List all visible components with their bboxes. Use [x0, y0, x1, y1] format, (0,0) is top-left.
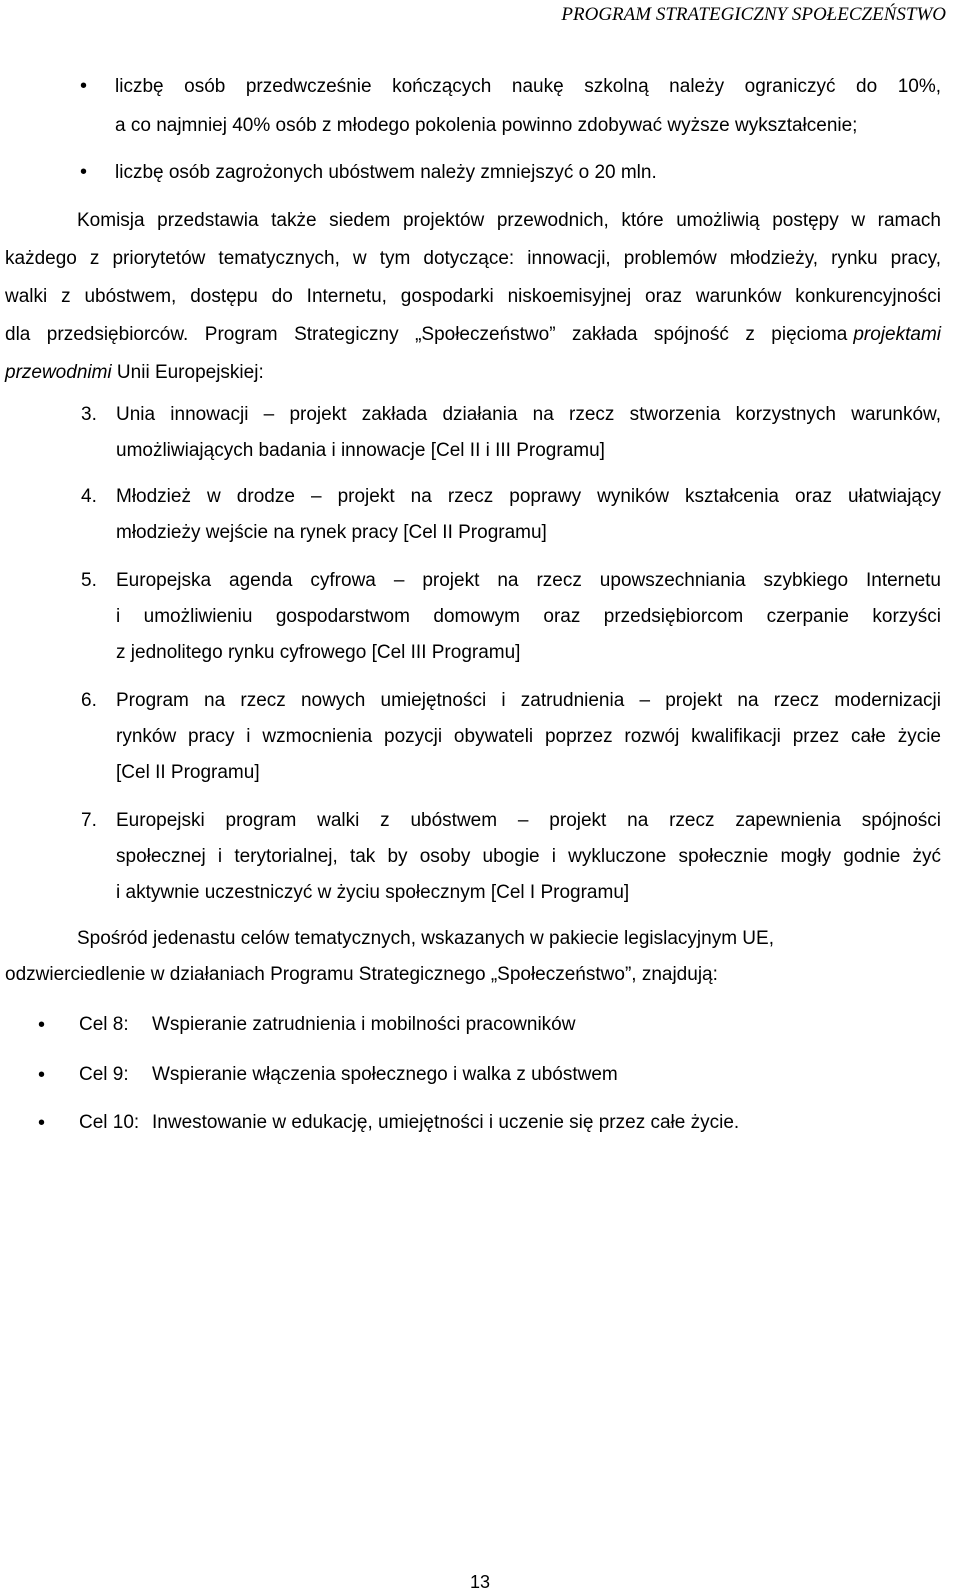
paragraph-line-text: Unii Europejskiej: [111, 362, 264, 383]
list-item-line: z jednolitego rynku cyfrowego [Cel III Programu] [116, 642, 521, 663]
list-item-line: Unia innowacji – projekt zakłada działania na rzecz stworzenia korzystnych warunków, [116, 404, 941, 425]
goal-text: Inwestowanie w edukację, umiejętności i uczenie się przez całe życie. [152, 1112, 740, 1133]
list-number: 7. [81, 810, 97, 831]
paragraph-line: walki z ubóstwem, dostępu do Internetu, gospodarki niskoemisyjnej oraz warunków konkurencyjności [5, 286, 941, 307]
bullet-marker: • [38, 1064, 46, 1086]
paragraph-line-text: dla przedsiębiorców. Program Strategiczny „Społeczeństwo” zakłada spójność z pięcioma [5, 324, 848, 345]
list-item-line: [Cel II Programu] [116, 762, 260, 783]
list-item-line: Europejski program walki z ubóstwem – projekt na rzecz zapewnienia spójności [116, 810, 941, 831]
bullet-marker: • [38, 1014, 46, 1036]
list-number: 3. [81, 404, 97, 425]
list-item-line: młodzieży wejście na rynek pracy [Cel II Programu] [116, 522, 547, 543]
list-number: 4. [81, 486, 97, 507]
paragraph-line: każdego z priorytetów tematycznych, w tym dotyczące: innowacji, problemów młodzieży, rynku pracy, [5, 248, 941, 269]
list-item-line: rynków pracy i wzmocnienia pozycji obywateli poprzez rozwój kwalifikacji przez całe życie [116, 726, 941, 747]
goal-text: Wspieranie zatrudnienia i mobilności pracowników [152, 1014, 576, 1035]
bullet-text-line: liczbę osób przedwcześnie kończących naukę szkolną należy ograniczyć do 10%, [115, 76, 941, 97]
italic-term: przewodnimi [5, 362, 112, 383]
goal-label: Cel 10: [79, 1112, 140, 1133]
bullet-marker: • [80, 161, 88, 183]
bullet-text-line: liczbę osób zagrożonych ubóstwem należy zmniejszyć o 20 mln. [115, 162, 657, 183]
list-item-line: społecznej i terytorialnej, tak by osoby ubogie i wykluczone społecznie mogły godnie żyć [116, 846, 941, 867]
list-number: 5. [81, 570, 97, 591]
goal-label: Cel 8: [79, 1014, 129, 1035]
paragraph-last-line [5, 362, 264, 384]
list-item-line: i umożliwieniu gospodarstwom domowym oraz przedsiębiorcom czerpanie korzyści [116, 606, 941, 627]
list-item-line: Program na rzecz nowych umiejętności i zatrudnienia – projekt na rzecz modernizacji [116, 690, 941, 711]
list-item-line: Młodzież w drodze – projekt na rzecz poprawy wyników kształcenia oraz ułatwiający [116, 486, 941, 507]
paragraph-line-with-italic [5, 324, 941, 346]
page-header-title: PROGRAM STRATEGICZNY SPOŁECZEŃSTWO [561, 4, 946, 25]
list-item-line: umożliwiających badania i innowacje [Cel II i III Programu] [116, 440, 605, 461]
page-number: 13 [469, 1572, 491, 1592]
goal-text: Wspieranie włączenia społecznego i walka z ubóstwem [152, 1064, 618, 1085]
bullet-marker: • [38, 1112, 46, 1134]
bullet-marker: • [80, 75, 88, 97]
goal-label: Cel 9: [79, 1064, 129, 1085]
list-item-line: Europejska agenda cyfrowa – projekt na rzecz upowszechniania szybkiego Internetu [116, 570, 941, 591]
paragraph-line: Komisja przedstawia także siedem projektów przewodnich, które umożliwią postępy w ramach [77, 210, 941, 231]
bullet-text-line: a co najmniej 40% osób z młodego pokolenia powinno zdobywać wyższe wykształcenie; [115, 115, 858, 136]
italic-term: projektami [853, 324, 941, 345]
paragraph-line: Spośród jedenastu celów tematycznych, wskazanych w pakiecie legislacyjnym UE, [77, 928, 774, 949]
list-item-line: i aktywnie uczestniczyć w życiu społecznym [Cel I Programu] [116, 882, 630, 903]
list-number: 6. [81, 690, 97, 711]
paragraph-line: odzwierciedlenie w działaniach Programu Strategicznego „Społeczeństwo”, znajdują: [5, 964, 718, 985]
